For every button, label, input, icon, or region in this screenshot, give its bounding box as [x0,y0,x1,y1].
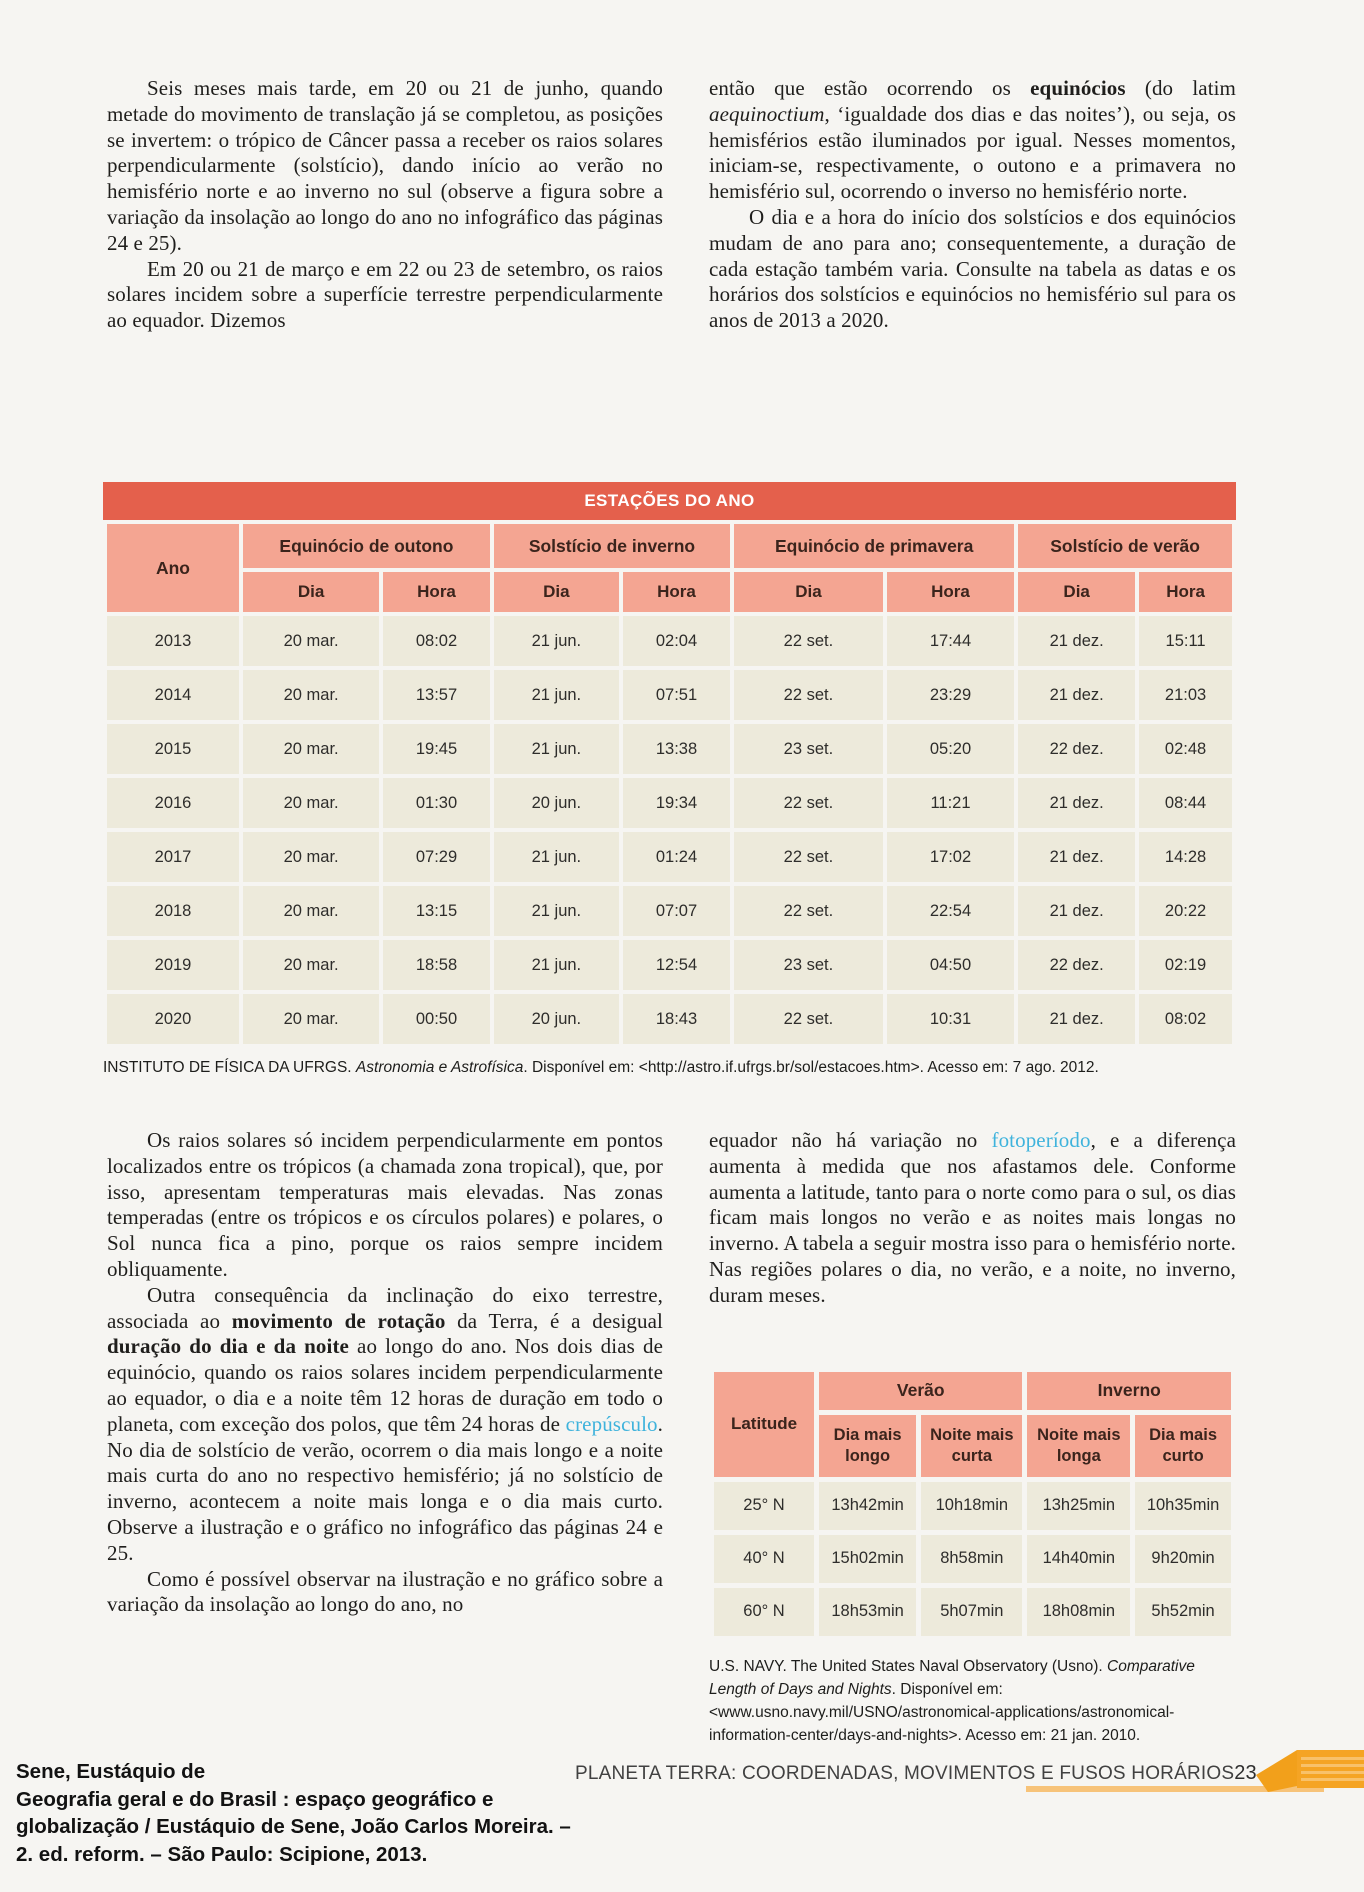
seasons-table-row [107,994,1232,1044]
column-group-equinocio-outono: Equinócio de outono [243,524,490,568]
bottom-right-column [709,1128,1236,1747]
cell-duracao: 9h20min [1135,1535,1231,1583]
text-run: equador não há variação no [709,1128,992,1152]
cell-latitude: 40° N [714,1535,814,1583]
cell-dia: 22 set. [734,832,883,882]
seasons-table-row [107,886,1232,936]
paragraph-observacao: Como é possível observar na ilustração e no gráfico sobre a variação da insolação ao longo do ano, no [107,1566,663,1617]
cell-hora: 02:19 [1139,940,1232,990]
cell-dia: 23 set. [734,940,883,990]
cell-hora: 11:21 [887,778,1014,828]
source-text: . Disponível em: <http://astro.if.ufrgs.br/sol/estacoes.htm>. Acesso em: 7 ago. 2012. [523,1059,1099,1076]
cell-hora: 08:44 [1139,778,1232,828]
cell-dia: 20 mar. [243,670,379,720]
cell-duracao: 18h53min [819,1588,916,1636]
cell-dia: 21 jun. [494,832,619,882]
seasons-table [103,520,1236,1048]
cell-hora: 13:38 [623,724,730,774]
top-text-columns [107,76,1236,334]
cell-hora: 00:50 [383,994,490,1044]
cell-year: 2017 [107,832,239,882]
running-title: PLANETA TERRA: COORDENADAS, MOVIMENTOS E FUSOS HORÁRIOS [575,1763,1235,1784]
cell-hora: 07:51 [623,670,730,720]
text-run: , e a diferença aumenta à medida que nos afastamos dele. Conforme aumenta a latitude, tanto para o norte como para o sul, os dias ficam mais longos no verão e as noites mais longas no inverno. A tabela a seguir mostra isso para o hemisfério norte. Nas regiões polares o dia, no verão, e a noite, no inverno, duram meses. [709,1128,1236,1307]
bottom-left-column [107,1128,663,1747]
column-group-solsticio-verao: Solstício de verão [1018,524,1232,568]
paragraph-datas-horarios: O dia e a hora do início dos solstícios e dos equinócios mudam de ano para ano; consequentemente, a duração de cada estação também varia. Consulte na tabela as datas e os horários dos solstícios e equinócios no hemisfério sul para os anos de 2013 a 2020. [709,204,1236,333]
latitude-table-row [714,1535,1231,1583]
cell-dia: 20 jun. [494,778,619,828]
seasons-table-row [107,778,1232,828]
cell-hora: 19:45 [383,724,490,774]
cell-year: 2016 [107,778,239,828]
text-run: ao longo do ano. Nos dois dias de equinócio, quando os raios solares incidem perpendicularmente ao equador, o dia e a noite têm 12 horas de duração em todo o planeta, com exceção dos polos, que têm 24 horas de [107,1334,663,1436]
source-text: U.S. NAVY. The United States Naval Observatory (Usno). [709,1657,1107,1675]
source-text: INSTITUTO DE FÍSICA DA UFRGS. [103,1059,356,1076]
text-run: da Terra, é a desigual [445,1308,663,1333]
column-group-verao: Verão [819,1372,1022,1410]
text-run: (do latim [1125,76,1236,100]
cell-year: 2018 [107,886,239,936]
subheader-dia-mais-curto: Dia mais curto [1135,1415,1231,1477]
source-work-title: Comparative Length of Days and Nights [709,1657,1195,1698]
cell-dia: 20 mar. [243,994,379,1044]
cell-dia: 20 mar. [243,616,379,666]
cell-hora: 08:02 [383,616,490,666]
source-text: . Disponível em: <www.usno.navy.mil/USNO/astronomical-applications/astronomical-information-center/days-and-nights>. Acesso em: 21 jan. 2010. [709,1680,1175,1744]
cell-dia: 21 dez. [1018,994,1135,1044]
cell-year: 2014 [107,670,239,720]
column-group-equinocio-primavera: Equinócio de primavera [734,524,1014,568]
cell-hora: 17:44 [887,616,1014,666]
subheader-noite-mais-curta: Noite mais curta [921,1415,1022,1477]
cell-dia: 22 dez. [1018,940,1135,990]
cell-dia: 21 dez. [1018,886,1135,936]
cell-dia: 22 set. [734,670,883,720]
seasons-table-row [107,940,1232,990]
cell-year: 2020 [107,994,239,1044]
subheader-dia: Dia [1018,572,1135,612]
seasons-table-row [107,670,1232,720]
latitude-table-source [709,1655,1236,1747]
seasons-table-block [103,482,1236,1048]
cell-duracao: 5h52min [1135,1588,1231,1636]
citation-line: 2. ed. reform. – São Paulo: Scipione, 2013. [16,1842,428,1866]
paragraph-fotoperiodo [709,1128,1236,1309]
cell-dia: 20 mar. [243,940,379,990]
cell-hora: 10:31 [887,994,1014,1044]
text-run: , ‘igualdade dos dias e das noites’), ou seja, os hemisférios estão iluminados por igual. Nesses momentos, iniciam-se, respectivamente, o outono e a primavera no hemisfério sul, ocorrendo o inverso no hemisfério norte. [709,101,1236,204]
latitude-table [709,1367,1236,1641]
cell-hora: 13:57 [383,670,490,720]
cell-dia: 22 dez. [1018,724,1135,774]
seasons-table-title: ESTAÇÕES DO ANO [103,482,1236,520]
cell-dia: 20 jun. [494,994,619,1044]
subheader-noite-mais-longa: Noite mais longa [1027,1415,1130,1477]
cell-hora: 12:54 [623,940,730,990]
top-left-column [107,76,663,334]
cell-dia: 20 mar. [243,778,379,828]
cell-hora: 23:29 [887,670,1014,720]
cell-dia: 20 mar. [243,724,379,774]
cell-duracao: 5h07min [921,1588,1022,1636]
cell-hora: 20:22 [1139,886,1232,936]
paragraph-equinocios [709,76,1236,205]
text-run: Outra consequência da inclinação do eixo terrestre, associada ao [107,1282,663,1333]
cell-dia: 21 jun. [494,724,619,774]
cell-hora: 04:50 [887,940,1014,990]
cell-latitude: 60° N [714,1588,814,1636]
cell-dia: 21 jun. [494,940,619,990]
cell-dia: 21 dez. [1018,616,1135,666]
cell-dia: 21 dez. [1018,778,1135,828]
subheader-dia: Dia [494,572,619,612]
latitude-table-block [709,1367,1236,1747]
cell-dia: 21 dez. [1018,832,1135,882]
subheader-hora: Hora [887,572,1014,612]
cell-hora: 01:30 [383,778,490,828]
text-run: . No dia de solstício de verão, ocorrem o dia mais longo e a noite mais curta do ano no respectivo hemisfério; já no solstício de inverno, acontecem a noite mais longa e o dia mais curto. Observe a ilustração e o gráfico no infográfico das páginas 24 e 25. [107,1411,663,1565]
subheader-hora: Hora [1139,572,1232,612]
latin-term-aequinoctium: aequinoctium [709,101,825,126]
subheader-dia-mais-longo: Dia mais longo [819,1415,916,1477]
cell-duracao: 14h40min [1027,1535,1130,1583]
column-header-ano: Ano [107,524,239,612]
cell-dia: 21 jun. [494,616,619,666]
cell-duracao: 8h58min [921,1535,1022,1583]
text-run: então que estão ocorrendo os [709,76,1031,100]
citation-line: globalização / Eustáquio de Sene, João Carlos Moreira. – [16,1815,571,1838]
cell-duracao: 15h02min [819,1535,916,1583]
cell-duracao: 10h18min [921,1482,1022,1530]
cell-hora: 07:07 [623,886,730,936]
seasons-table-row [107,724,1232,774]
cell-dia: 23 set. [734,724,883,774]
seasons-table-source [103,1056,1236,1079]
cell-dia: 22 set. [734,886,883,936]
cell-year: 2019 [107,940,239,990]
cell-dia: 21 jun. [494,670,619,720]
cell-dia: 21 dez. [1018,670,1135,720]
paragraph-duracao-dia-noite [107,1283,663,1567]
subheader-dia: Dia [734,572,883,612]
cell-hora: 22:54 [887,886,1014,936]
cell-dia: 20 mar. [243,886,379,936]
cell-hora: 05:20 [887,724,1014,774]
top-right-column [709,76,1236,334]
cell-hora: 18:58 [383,940,490,990]
latitude-table-row [714,1588,1231,1636]
cell-hora: 08:02 [1139,994,1232,1044]
cell-duracao: 13h25min [1027,1482,1130,1530]
glossary-term-fotoperiodo: fotoperíodo [991,1128,1091,1152]
cell-duracao: 13h42min [819,1482,916,1530]
cell-hora: 07:29 [383,832,490,882]
book-citation [16,1758,616,1868]
column-header-latitude: Latitude [714,1372,814,1477]
column-group-solsticio-inverno: Solstício de inverno [494,524,730,568]
cell-year: 2013 [107,616,239,666]
glossary-term-crepusculo: crepúsculo [565,1411,658,1436]
cell-hora: 01:24 [623,832,730,882]
bold-term-duracao: duração do dia e da noite [107,1334,349,1359]
bottom-text-columns [107,1128,1236,1747]
cell-duracao: 18h08min [1027,1588,1130,1636]
paragraph-equinocio: Em 20 ou 21 de março e em 22 ou 23 de setembro, os raios solares incidem sobre a superfície terrestre perpendicularmente ao equador. Dizemos [107,256,663,333]
cell-hora: 02:04 [623,616,730,666]
subheader-dia: Dia [243,572,379,612]
cell-hora: 13:15 [383,886,490,936]
paragraph-raios-solares: Os raios solares só incidem perpendicularmente em pontos localizados entre os trópicos (a chamada zona tropical), que, por isso, apresentam temperaturas mais elevadas. Nas zonas temperadas (entre os trópicos e os círculos polares) e polares, o Sol nunca fica a pino, porque os raios sempre incidem obliquamente. [107,1128,663,1281]
citation-line: Sene, Eustáquio de [16,1760,206,1783]
latitude-table-row [714,1482,1231,1530]
cell-hora: 15:11 [1139,616,1232,666]
subheader-hora: Hora [623,572,730,612]
bold-term-equinocios: equinócios [1030,76,1126,100]
cell-hora: 18:43 [623,994,730,1044]
cell-dia: 22 set. [734,994,883,1044]
page-number: 23 [1234,1762,1257,1784]
cell-year: 2015 [107,724,239,774]
cell-hora: 17:02 [887,832,1014,882]
running-footer [575,1762,1257,1785]
column-group-inverno: Inverno [1027,1372,1231,1410]
seasons-table-row [107,832,1232,882]
cell-hora: 21:03 [1139,670,1232,720]
cell-hora: 14:28 [1139,832,1232,882]
cell-dia: 22 set. [734,616,883,666]
cell-dia: 21 jun. [494,886,619,936]
seasons-table-row [107,616,1232,666]
subheader-hora: Hora [383,572,490,612]
bold-term-rotacao: movimento de rotação [231,1308,446,1333]
cell-hora: 02:48 [1139,724,1232,774]
cell-dia: 22 set. [734,778,883,828]
bookmark-icon [1256,1742,1364,1794]
cell-latitude: 25° N [714,1482,814,1530]
paragraph-solsticio: Seis meses mais tarde, em 20 ou 21 de junho, quando metade do movimento de translação já se completou, as posições se invertem: o trópico de Câncer passa a receber os raios solares perpendicularmente (solstício), dando início ao verão no hemisfério norte e ao inverno no sul (observe a figura sobre a variação da insolação ao longo do ano no infográfico das páginas 24 e 25). [107,76,663,255]
cell-duracao: 10h35min [1135,1482,1231,1530]
source-work-title: Astronomia e Astrofísica [355,1059,524,1076]
cell-dia: 20 mar. [243,832,379,882]
citation-line: Geografia geral e do Brasil : espaço geográfico e [16,1787,494,1811]
cell-hora: 19:34 [623,778,730,828]
